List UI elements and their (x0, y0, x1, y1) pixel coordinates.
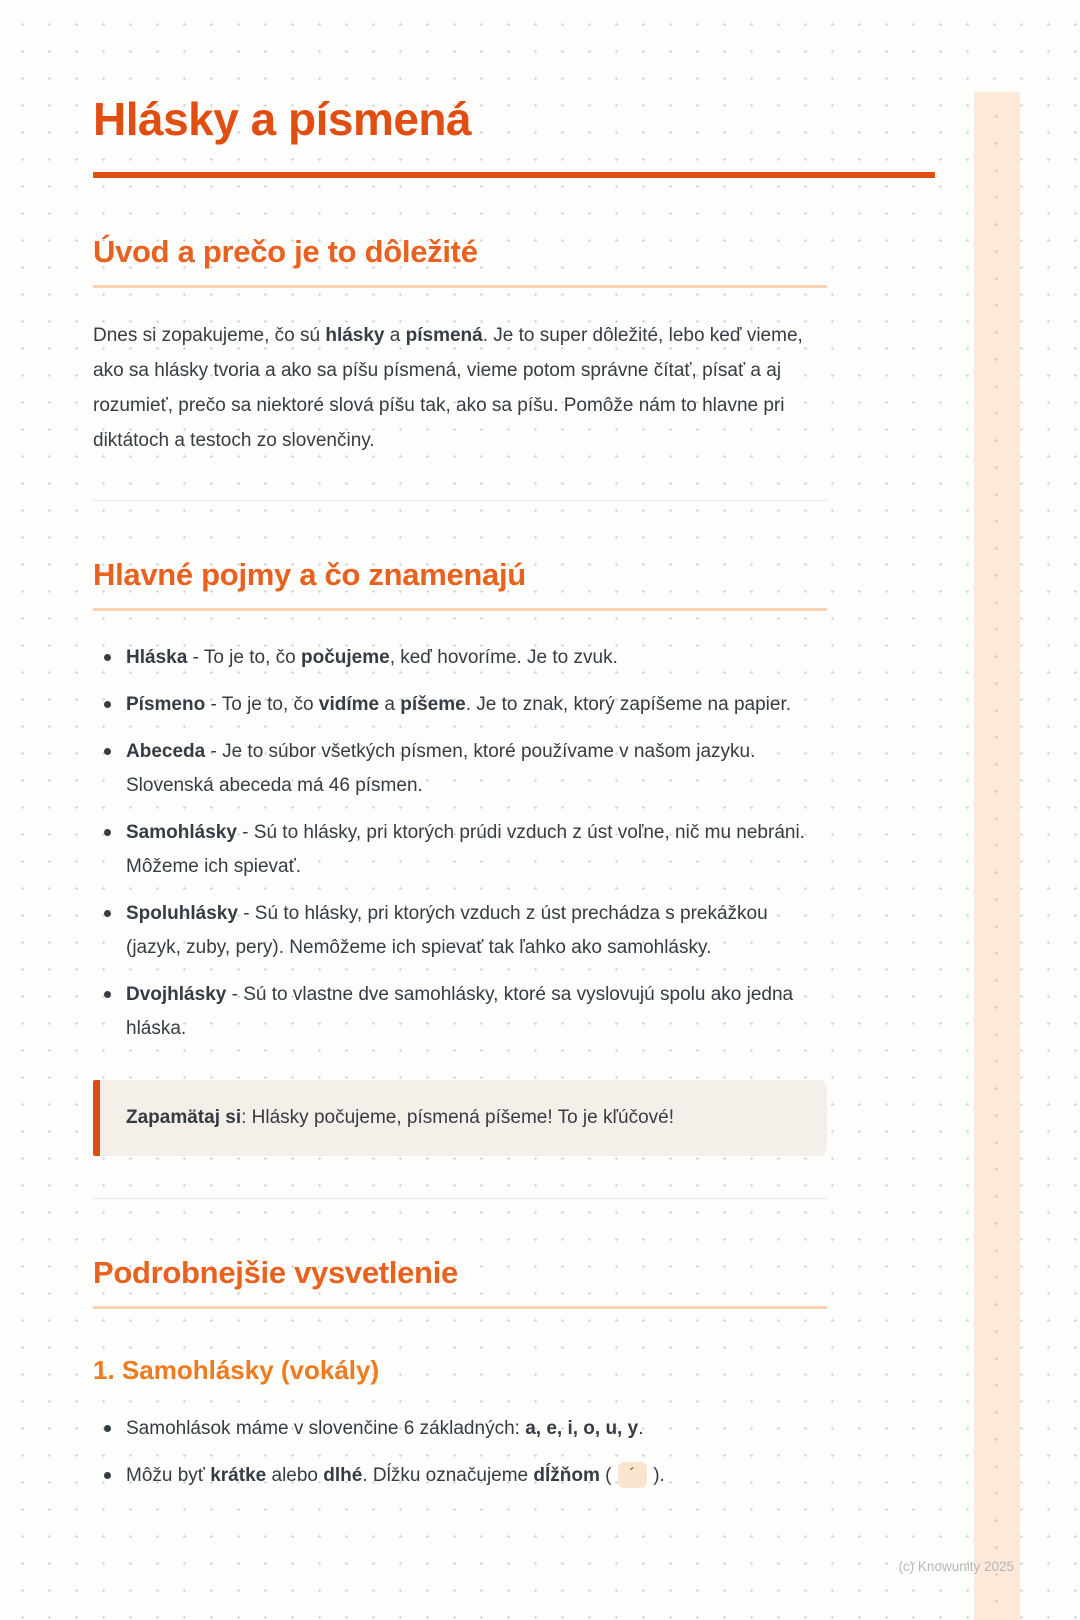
concepts-heading: Hlavné pojmy a čo znamenajú (93, 557, 827, 611)
section-concepts (93, 557, 827, 1156)
page-margin-strip (974, 92, 1020, 1620)
section-divider (93, 500, 827, 501)
vowels-subheading: 1. Samohlásky (vokály) (93, 1355, 380, 1385)
section-details (93, 1255, 827, 1493)
list-item-pismeno: Písmeno - To je to, čo vidíme a píšeme. Je to znak, ktorý zapíšeme na papier. (93, 688, 827, 722)
list-item-vowel-basics: Samohlások máme v slovenčine 6 základných: a, e, i, o, u, y. (93, 1412, 827, 1446)
list-item-vowel-length: Môžu byť krátke alebo dlhé. Dĺžku označujeme dĺžňom ( ´ ). (93, 1459, 827, 1493)
remember-callout (93, 1080, 827, 1156)
page-title: Hlásky a písmená (93, 93, 472, 145)
remember-callout-text: Zapamätaj si: Hlásky počujeme, písmená píšeme! To je kľúčové! (126, 1107, 674, 1128)
intro-heading: Úvod a prečo je to dôležité (93, 234, 827, 288)
concepts-list (93, 641, 827, 1046)
list-item-samohlasky: Samohlásky - Sú to hlásky, pri ktorých prúdi vzduch z úst voľne, nič mu nebráni. Môžeme ich spievať. (93, 816, 827, 884)
document-content (93, 92, 827, 1493)
details-heading: Podrobnejšie vysvetlenie (93, 1255, 827, 1309)
page (0, 92, 1080, 1620)
section-divider (93, 1198, 827, 1199)
intro-paragraph: Dnes si zopakujeme, čo sú hlásky a písmená. Je to super dôležité, lebo keď vieme, ako sa hlásky tvoria a ako sa píšu písmená, vieme potom správne čítať, písať a aj rozumieť, prečo sa niektoré slová píšu tak, ako sa píšu. Pomôže nám to hlavne pri diktátoch a testoch zo slovenčiny. (93, 325, 803, 451)
vowels-list (93, 1412, 827, 1493)
list-item-dvojhlasky: Dvojhlásky - Sú to vlastne dve samohlásky, ktoré sa vyslovujú spolu ako jedna hláska. (93, 978, 827, 1046)
section-intro (93, 234, 827, 458)
list-item-hlaska: Hláska - To je to, čo počujeme, keď hovoríme. Je to zvuk. (93, 641, 827, 675)
copyright-credit: (c) Knowunity 2025 (898, 1559, 1014, 1574)
list-item-abeceda: Abeceda - Je to súbor všetkých písmen, ktoré používame v našom jazyku. Slovenská abeceda má 46 písmen. (93, 735, 827, 803)
list-item-spoluhlasky: Spoluhlásky - Sú to hlásky, pri ktorých vzduch z úst prechádza s prekážkou (jazyk, zuby, pery). Nemôžeme ich spievať tak ľahko ako samohlásky. (93, 897, 827, 965)
title-underline-rule (93, 172, 935, 178)
